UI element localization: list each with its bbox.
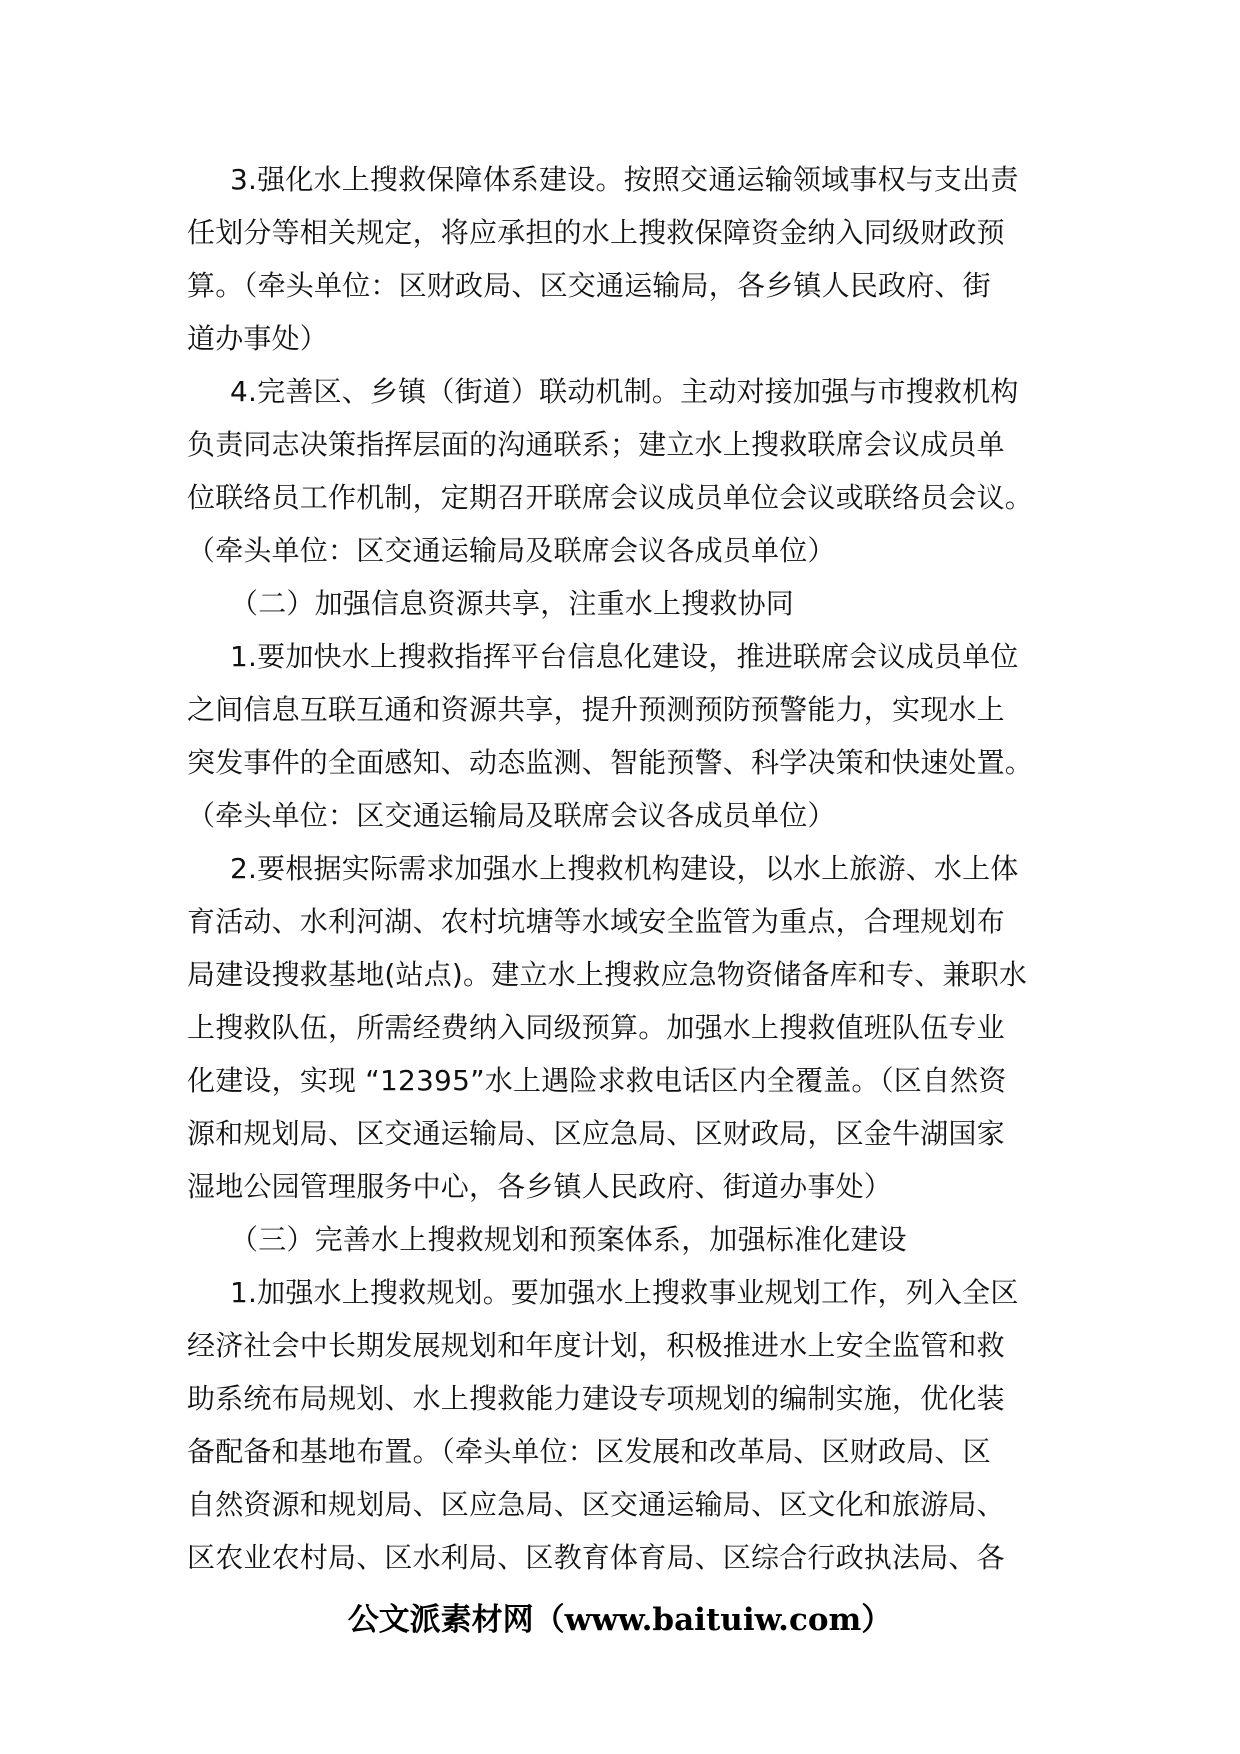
paragraph-line: 备配备和基地布置。（牵头单位：区发展和改革局、区财政局、区: [187, 1435, 991, 1468]
paragraph-line: 2.要根据实际需求加强水上搜救机构建设，以水上旅游、水上体: [230, 852, 1019, 885]
paragraph-line: 任划分等相关规定，将应承担的水上搜救保障资金纳入同级财政预: [187, 216, 1005, 249]
footer-watermark: 公文派素材网（www.baituiw.com）: [347, 1602, 893, 1638]
paragraph-line: 1.要加快水上搜救指挥平台信息化建设，推进联席会议成员单位: [230, 640, 1019, 673]
paragraph-line: 道办事处）: [187, 322, 329, 355]
paragraph-line: 助系统布局规划、水上搜救能力建设专项规划的编制实施，优化装: [187, 1382, 1005, 1415]
paragraph-line: 3.强化水上搜救保障体系建设。按照交通运输领域事权与支出责: [230, 163, 1019, 196]
paragraph-line: 算。（牵头单位：区财政局、区交通运输局，各乡镇人民政府、街: [187, 269, 991, 302]
paragraph-line: （牵头单位：区交通运输局及联席会议各成员单位）: [187, 799, 836, 832]
section-heading: （二）加强信息资源共享，注重水上搜救协同: [230, 587, 795, 620]
paragraph-line: 负责同志决策指挥层面的沟通联系；建立水上搜救联席会议成员单: [187, 428, 1005, 461]
paragraph-line: 之间信息互联互通和资源共享，提升预测预防预警能力，实现水上: [187, 693, 1005, 726]
paragraph-line: 上搜救队伍，所需经费纳入同级预算。加强水上搜救值班队伍专业: [187, 1011, 1005, 1044]
document-body: [187, 153, 1067, 1584]
paragraph-line: 源和规划局、区交通运输局、区应急局、区财政局，区金牛湖国家: [187, 1117, 1005, 1150]
section-heading: （三）完善水上搜救规划和预案体系，加强标准化建设: [230, 1223, 907, 1256]
paragraph-line: 1.加强水上搜救规划。要加强水上搜救事业规划工作，列入全区: [230, 1276, 1019, 1309]
paragraph-line: 位联络员工作机制，定期召开联席会议成员单位会议或联络员会议。: [187, 481, 1034, 514]
paragraph-line: 突发事件的全面感知、动态监测、智能预警、科学决策和快速处置。: [187, 746, 1034, 779]
paragraph-line: 经济社会中长期发展规划和年度计划，积极推进水上安全监管和救: [187, 1329, 1005, 1362]
paragraph-line: 4.完善区、乡镇（街道）联动机制。主动对接加强与市搜救机构: [230, 375, 1019, 408]
paragraph-line: 区农业农村局、区水利局、区教育体育局、区综合行政执法局、各: [187, 1541, 1005, 1574]
paragraph-line: 湿地公园管理服务中心，各乡镇人民政府、街道办事处）: [187, 1170, 893, 1203]
paragraph-line: 化建设，实现 “12395”水上遇险求救电话区内全覆盖。（区自然资: [187, 1064, 1007, 1097]
paragraph-line: 育活动、水利河湖、农村坑塘等水域安全监管为重点，合理规划布: [187, 905, 1005, 938]
paragraph-line: （牵头单位：区交通运输局及联席会议各成员单位）: [187, 534, 836, 567]
paragraph-line: 自然资源和规划局、区应急局、区交通运输局、区文化和旅游局、: [187, 1488, 1005, 1521]
paragraph-line: 局建设搜救基地(站点)。建立水上搜救应急物资储备库和专、兼职水: [187, 958, 1028, 991]
